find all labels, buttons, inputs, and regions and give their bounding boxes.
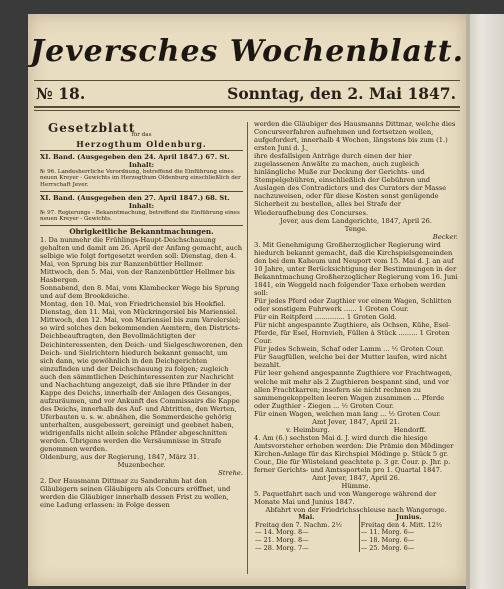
notice-1e: Dienstag, den 11. Mai, von Mückringersiel bis Mariensiel. <box>40 308 238 317</box>
toll-rate-item: Für einen Wagen, welchen man lang ... ½ Groten Cour. <box>254 409 441 418</box>
section-heading: Obrigkeitliche Bekanntmachungen. <box>69 226 214 236</box>
notice-5-sub: Abfahrt von der Friedrichsschleuse nach Wangeroge. <box>265 506 447 515</box>
schedule-head-june: Junius. <box>359 514 458 522</box>
issue-date: Sonntag, den 2. Mai 1847. <box>227 84 456 103</box>
notice-1-body: so wird solches den bekommenden Aemtern, den Districts-Deichbeauftragten, den Bevollmächtigten der Deichinteressenten, den Deich- und Sielgeschworenen, den Deich- und Sielrichtern hiedurch bekannt gemacht, um sich dann, wie gewöhnlich in den Deichgerichten einzufinden und der Deichschauung zu folgen; zugleich auch den sämmtlichen Deichinteressenten zur Nachricht und Nachachtung angezeigt, daß sie ihre Pfänder in der Kappe des Deichs, innerhalb der Anlagen des Gesanges, aufzuräumen, und vor Ankunft des Commissairs die Kappe des Deichs, innerhalb des Auf- und Abtritten, den Werten, Uferbauten u. s. w. abnähen, die Sommerdeiche gehörig unterhalten, ausgebessert, gereinigt und geebnet haben, widrigenfalls nicht allein solche Pfänder abgeschnitten werden. Übrigens werden die Versäumnisse in Strafe genommen werden. <box>40 324 243 454</box>
schedule-cell: Freitag den 4. Mitt. 12½ <box>359 522 458 530</box>
notice-4: 4. Am (6.) sechsten Mai d. J. wird durch die hiesige Amtsvorsteher erhoben werden: Die Prämie den Mödinger Kirchen-Anlage für das Kirchspiel Mödinge p. Stück 5 gr. Cour., Die für Wüsteland geachtete p. 3 gr. Cour. p. Jhr. p. ferner Gerichts- und Amtssporteln pro 1. Quartal 1847. <box>254 433 454 475</box>
schedule-cell: — 18. Morg. 6— <box>359 537 458 545</box>
band-line-2: XI. Band. (Ausgegeben den 27. April 1847.) 68. St. <box>40 193 230 202</box>
notice-3-signatures <box>254 426 458 434</box>
notice-1: 1. Da nunmehr die Frühlings-Haupt-Deichschauung gehalten und damit am 26. April der Anfang gemacht, auch selbige wie folgt fortgesetzt werden soll: Dienstag, den 4. Mai, von Sprung bis zur Ranzenbüttler Hellmer. <box>40 235 243 269</box>
gesetzblatt-fuer: für das <box>131 132 152 139</box>
notice-2-cont: werden die Gläubiger des Hausmanns Dittmar, welche dies Concursverfahren aufnehmen und fortsetzen wollen, aufgefordert, innerhalb 4 Wochen, längstens bis zum (1.) ersten Juni d. J., <box>254 120 456 153</box>
left-column <box>40 120 243 509</box>
notice-1-date: Oldenburg, aus der Regierung, 1847, März 31. <box>40 453 200 462</box>
signature-heimburg: v. Heimburg. <box>286 425 330 434</box>
inhalt-2: Inhalt: <box>128 201 155 210</box>
schedule-row <box>254 545 458 553</box>
band-line-1: XI. Band. (Ausgegeben den 24. April 1847.) 67. St. <box>40 152 230 161</box>
notice-3-date: Amt Jever, 1847, April 21. <box>312 417 400 426</box>
signature-becker: Becker. <box>432 232 458 241</box>
toll-rate-item: Für ein Reitpferd .............. 1 Groten Gold. <box>254 313 397 322</box>
issue-line <box>36 84 456 103</box>
notice-1c: Sonnabend, den 8. Mai, vom Klambecker Wege bis Sprung und auf dem Brookdeiche. <box>40 284 240 301</box>
signature-2: Strehe. <box>218 469 243 478</box>
item-97: № 97. Regierungs - Bekanntmachung, betreffend die Einführung eines neuen Kreyer - Gewichts. <box>40 209 240 223</box>
notice-2-date: Jever, aus dem Landgerichte, 1847, April 26. <box>280 216 432 225</box>
signature-tenge: Tenge. <box>344 224 368 233</box>
toll-rate-item: Für jedes Pferd oder Zugthier vor einem Wagen, Schlitten oder sonstigem Fuhrwerk ...... 1 Groten Cour. <box>254 297 452 314</box>
notice-1f: Mittwoch, den 12. Mai, von Mariensiel bis zum Varelersiel; <box>40 316 241 325</box>
duchy-name: Herzogthum Oldenburg. <box>76 138 207 149</box>
notice-5: 5. Paquetfahrt nach und von Wangeroge während der Monate Mai und Junius 1847. <box>254 490 437 507</box>
ferry-schedule <box>254 514 458 552</box>
signature-hendorff: Hendorff. <box>393 425 426 434</box>
gesetzblatt-title: Gesetzblatt <box>48 121 136 135</box>
issue-number: № 18. <box>36 84 86 103</box>
schedule-cell: Freitag den 7. Nachm. 2½ <box>255 520 342 529</box>
schedule-cell: — 25. Morg. 6— <box>359 545 458 553</box>
inhalt-1: Inhalt: <box>128 160 155 169</box>
notice-1d: Montag, den 10. Mai, von Friedrichensiel bis Hookfiel. <box>40 300 226 309</box>
notice-2-body: ihre desfallsigen Anträge durch einen der hier zugelassenen Anwälte zu machen, auch zugleich hinlängliche Muße zur Deckung der Gerichts- und Stempelgebühren, einschließlich der Gebühren und Auslagen des Contradictors und des Curators der Masse nachzuweisen, oder für diese Kosten sonst genügende Sicherheit zu bestellen, alles bei Strafe der Wiederaufhebung des Concurses. <box>254 152 447 217</box>
schedule-cell: — 14. Morg. 8— <box>255 528 309 537</box>
notice-2: 2. Der Hausmann Dittmar zu Sanderahm hat den Gläubigern seinen Gläubigern als Concurs eröffnet, und werden die Gläubiger innerhalb dessen Frist zu wollen, eine Ladung erlassen: in Folge dessen <box>40 477 231 510</box>
toll-rate-item: Für nicht angespannte Zugthiere, als Ochsen, Kühe, Esel-Pferde, für Esel, Hornvieh, Füllen à Stück ......... 1 Groten Cour. <box>254 321 451 346</box>
schedule-cell: — 11. Morg. 6— <box>359 529 458 537</box>
book-spine <box>466 14 504 589</box>
masthead: Jeversches Wochenblatt. <box>29 34 465 69</box>
toll-rate-item: Für jedes Schwein, Schaf oder Lamm ... ½ Groten Cour. <box>254 345 444 354</box>
right-column <box>254 120 458 552</box>
toll-rate-item: Für Saugfüllen, welche bei der Mutter laufen, wird nicht bezahlt. <box>254 353 447 370</box>
schedule-cell: — 21. Morg. 8— <box>255 536 309 545</box>
newspaper-page <box>28 14 466 586</box>
toll-rates <box>254 297 458 418</box>
notice-3: 3. Mit Genehmigung Großherzoglicher Regierung wird hiedurch bekannt gemacht, daß die Kirchspielsgemeinden den bei dem Kaheum und Neuport vom 15. Mai d. J. an auf 10 Jahre, unter Berücksichtigung der Bestimmungen in der Bekanntmachung Großherzoglicher Regierung vom 16. Juni 1841, ein Weggeld nach folgender Taxe erhoben werden soll: <box>254 240 458 297</box>
signature-huemme: Hümme. <box>341 482 371 491</box>
toll-rate-item: Für leer gehend angespannte Zugthiere vor Frachtwagen, welche mit mehr als 2 Zugthieren bespannt sind, und vor allen Frachtkarren; insofern sie nicht rechnen zu sammengekoppelten leeren Wagen zusammen ... Pferde oder Zugthier - Ziegen ... ½ Groten Cour. <box>254 369 453 410</box>
column-divider <box>247 122 248 574</box>
schedule-cell: — 28. Morg. 7— <box>255 543 309 552</box>
schedule-head-may: Mai. <box>298 513 315 522</box>
item-96: № 96. Landesherrliche Verordnung, betreffend die Einführung eines neuen Kreyer - Gewichts im Herzogthum Oldenburg einschließlich der Herrschaft Jever. <box>40 168 241 188</box>
notice-4-date: Amt Jever, 1847, April 26. <box>312 474 400 483</box>
notice-1b: Mittwoch, den 5. Mai, von der Ranzenbüttler Hellmer bis Hasbergen. <box>40 268 235 285</box>
signature-1: Muzenbecher. <box>117 461 166 470</box>
